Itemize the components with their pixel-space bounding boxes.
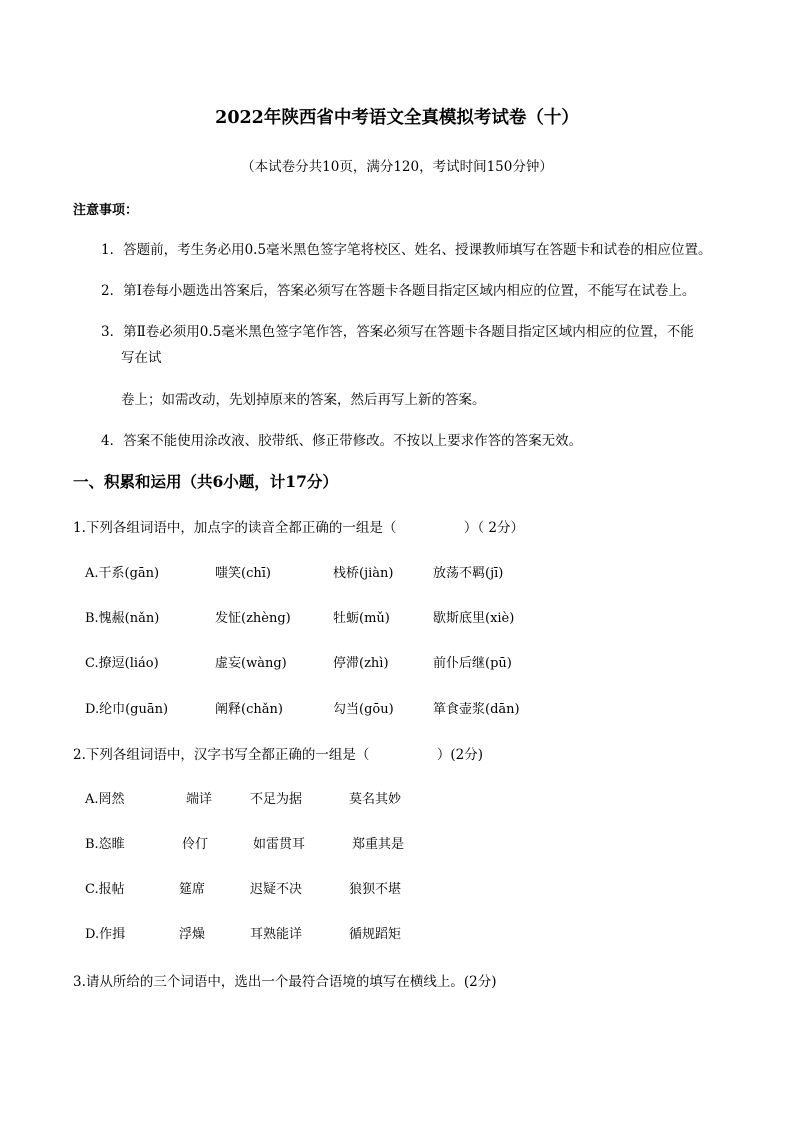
question-1-stem: 1.下列各组词语中，加点字的读音全都正确的一组是（ ）（ 2分） [73, 520, 525, 536]
q2-option-b-1: B.恣睢 [85, 837, 125, 852]
exam-subtitle: （本试卷分共10页，满分120，考试时间150分钟） [241, 159, 553, 175]
q1-option-c-1: C.撩逗(liáo) [85, 656, 159, 671]
q2-option-d-4: 循规蹈矩 [349, 927, 402, 942]
notice-item-3: 3．第Ⅱ卷必须用0.5毫米黑色签字笔作答，答案必须写在答题卡各题目指定区域内相应的位置，不能 [101, 324, 694, 340]
notice-item-4: 4．答案不能使用涂改液、胶带纸、修正带修改。不按以上要求作答的答案无效。 [101, 433, 583, 449]
question-2-stem: 2.下列各组词语中，汉字书写全都正确的一组是（ ）(2分) [73, 747, 484, 763]
q2-option-a-2: 端详 [186, 792, 213, 807]
q2-option-d-2: 浮燥 [179, 927, 206, 942]
q1-option-c-3: 停滞(zhì) [333, 656, 389, 671]
q1-option-a-4: 放荡不羁(jī) [433, 566, 504, 581]
q2-option-b-2: 伶仃 [182, 837, 209, 852]
q1-option-a-3: 栈桥(jiàn) [333, 566, 394, 581]
q2-option-c-3: 迟疑不决 [250, 882, 303, 897]
q1-option-b-1: B.愧赧(nǎn) [85, 611, 160, 626]
q2-option-d-3: 耳熟能详 [250, 927, 303, 942]
q1-option-d-1: D.纶巾(guān) [85, 702, 169, 717]
q1-option-c-2: 虚妄(wàng) [215, 656, 287, 671]
q2-option-c-4: 狼狈不堪 [349, 882, 402, 897]
q2-option-a-3: 不足为据 [250, 792, 303, 807]
q1-option-a-1: A.干系(gān) [85, 566, 160, 581]
question-3-stem: 3.请从所给的三个词语中，选出一个最符合语境的填写在横线上。(2分) [73, 974, 497, 990]
q2-option-d-1: D.作揖 [85, 927, 126, 942]
notice-item-1: 1．答题前，考生务必用0.5毫米黑色签字笔将校区、姓名、授课教师填写在答题卡和试卷的相应位置。 [101, 242, 712, 258]
q1-option-c-4: 前仆后继(pū) [433, 656, 512, 671]
q1-option-d-3: 勾当(gōu) [333, 702, 394, 717]
exam-title: 2022年陕西省中考语文全真模拟考试卷（十） [215, 108, 579, 128]
q1-option-a-2: 嗤笑(chī) [215, 566, 271, 581]
notice-item-3-continued-2: 卷上；如需改动，先划掉原来的答案，然后再写上新的答案。 [121, 392, 486, 408]
section-heading-1: 一、积累和运用（共6小题，计17分） [73, 472, 338, 491]
q2-option-b-3: 如雷贯耳 [253, 837, 306, 852]
q2-option-c-2: 筵席 [179, 882, 206, 897]
q1-option-d-4: 箪食壶浆(dān) [433, 702, 520, 717]
q2-option-b-4: 郑重其是 [352, 837, 405, 852]
q2-option-c-1: C.报帖 [85, 882, 125, 897]
notice-heading: 注意事项： [73, 203, 139, 218]
q1-option-b-4: 歇斯底里(xiè) [433, 611, 515, 626]
q2-option-a-1: A.罔然 [85, 792, 125, 807]
q1-option-d-2: 阐释(chǎn) [215, 702, 283, 717]
q2-option-a-4: 莫名其妙 [349, 792, 402, 807]
q1-option-b-2: 发怔(zhèng) [215, 611, 291, 626]
notice-item-2: 2．第Ⅰ卷每小题选出答案后，答案必须写在答题卡各题目指定区域内相应的位置，不能写在试卷上。 [101, 283, 696, 299]
notice-item-3-continued: 写在试 [121, 350, 162, 366]
q1-option-b-3: 牡蛎(mǔ) [333, 611, 390, 626]
